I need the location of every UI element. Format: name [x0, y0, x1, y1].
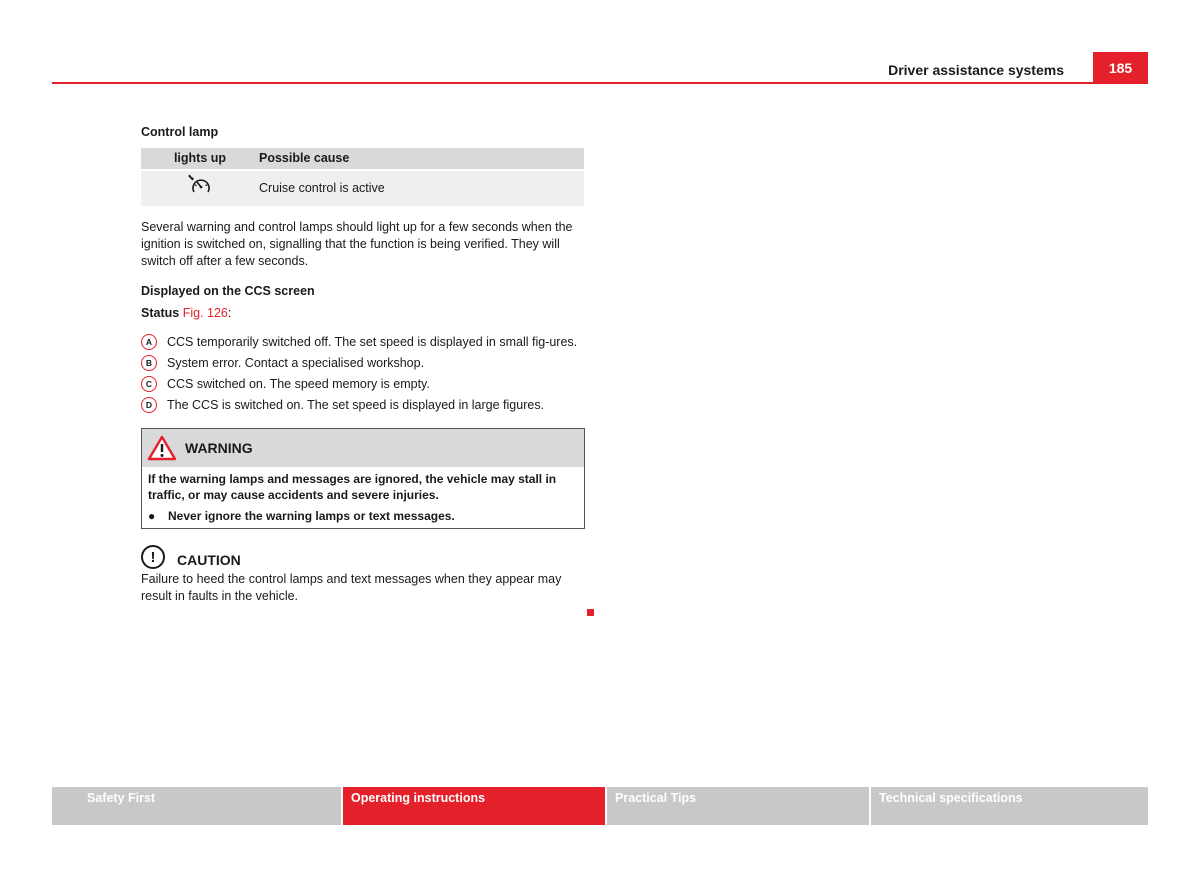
- table-header-row: [141, 148, 584, 170]
- bullet-symbol: ●: [148, 509, 156, 523]
- ccs-heading: Displayed on the CCS screen: [141, 284, 315, 298]
- letter-badge: C: [141, 376, 157, 392]
- warning-box: [141, 428, 585, 529]
- header-rule: [52, 82, 1148, 84]
- warning-triangle-icon: [147, 435, 177, 461]
- status-line: [141, 305, 585, 322]
- footer-nav: [52, 787, 1148, 825]
- cruise-control-icon: [185, 173, 215, 199]
- warning-bullet-text: Never ignore the warning lamps or text messages.: [168, 509, 455, 523]
- list-item: [141, 376, 585, 393]
- warning-title: WARNING: [185, 439, 253, 456]
- list-item: [141, 397, 585, 414]
- caution-header: [141, 543, 585, 569]
- page-number: 185: [1108, 60, 1133, 76]
- table-row: [141, 170, 584, 206]
- status-label: Status: [141, 306, 180, 320]
- list-item-text: The CCS is switched on. The set speed is displayed in large figures.: [167, 398, 545, 412]
- section-title: Driver assistance systems: [888, 62, 1064, 78]
- footer-tab-safety-first[interactable]: Safety First: [52, 787, 341, 825]
- caution-title: CAUTION: [177, 552, 241, 568]
- letter-badge: B: [141, 355, 157, 371]
- footer-tab-technical-specifications[interactable]: Technical specifications: [871, 787, 1148, 825]
- figure-reference-link[interactable]: Fig. 126: [182, 306, 228, 320]
- section-end-marker: [587, 609, 594, 616]
- intro-paragraph: Several warning and control lamps should light up for a few seconds when the ignition is switched on, signalling that the function is being verified. They will switch off after a few seconds.: [141, 220, 573, 268]
- column-header-lights-up: lights up: [141, 148, 259, 170]
- exclamation-circle-icon: !: [141, 545, 165, 569]
- main-column: [141, 124, 585, 605]
- warning-text: If the warning lamps and messages are ignored, the vehicle may stall in traffic, or may cause accidents and severe injuries.: [148, 472, 557, 502]
- list-item: [141, 334, 585, 351]
- caution-text: Failure to heed the control lamps and text messages when they appear may result in faults in the vehicle.: [141, 572, 562, 603]
- control-lamp-table: [141, 148, 584, 206]
- caution-section: [141, 543, 585, 605]
- status-suffix: :: [227, 306, 232, 320]
- list-item-text: CCS switched on. The speed memory is empty.: [167, 377, 430, 391]
- warning-body: [142, 467, 584, 528]
- ccs-status-list: [141, 334, 585, 414]
- page-number-box: [1093, 52, 1148, 84]
- list-item-text: System error. Contact a specialised workshop.: [167, 356, 425, 370]
- lamp-cause-cell: Cruise control is active: [259, 170, 584, 206]
- footer-tab-operating-instructions[interactable]: Operating instructions: [343, 787, 605, 825]
- warning-bullet-item: [148, 508, 578, 524]
- list-item: [141, 355, 585, 372]
- control-lamp-heading: Control lamp: [141, 125, 219, 139]
- letter-badge: A: [141, 334, 157, 350]
- footer-tab-practical-tips[interactable]: Practical Tips: [607, 787, 869, 825]
- lamp-icon-cell: [141, 170, 259, 206]
- list-item-text: CCS temporarily switched off. The set speed is displayed in small fig-ures.: [167, 335, 578, 349]
- warning-header: [142, 429, 584, 467]
- letter-badge: D: [141, 397, 157, 413]
- column-header-possible-cause: Possible cause: [259, 148, 584, 170]
